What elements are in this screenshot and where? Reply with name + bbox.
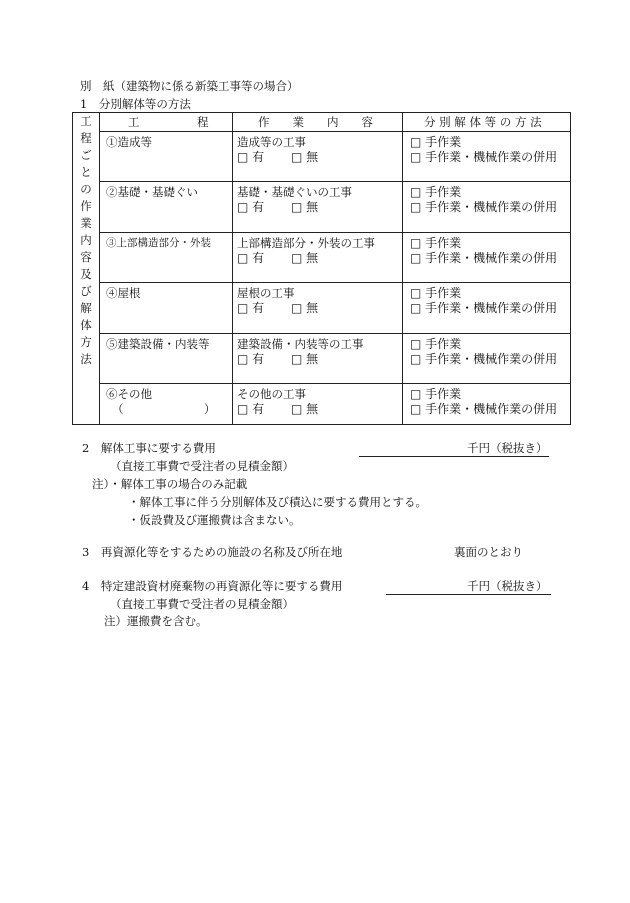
table-divider-process bbox=[232, 112, 233, 425]
checkbox-no[interactable]: □ 無 bbox=[291, 150, 319, 164]
table-row-rule bbox=[99, 383, 571, 384]
table-row-rule bbox=[99, 232, 571, 233]
checkbox-manual-machine[interactable]: □ 手作業・機械作業の併用 bbox=[410, 150, 558, 164]
table-border-bottom bbox=[72, 424, 571, 425]
checkbox-yes[interactable]: □ 有 bbox=[237, 200, 265, 214]
row-work: 造成等の工事 bbox=[237, 135, 306, 149]
section3-value: 裏面のとおり bbox=[454, 545, 523, 559]
col-header-work: 作 業 内 容 bbox=[258, 115, 373, 129]
row-process: ④屋根 bbox=[106, 286, 141, 300]
checkbox-manual-machine[interactable]: □ 手作業・機械作業の併用 bbox=[410, 352, 558, 366]
table-row-rule bbox=[99, 333, 571, 334]
table-row-rule bbox=[99, 181, 571, 182]
row-process: ⑤建築設備・内装等 bbox=[106, 337, 210, 351]
checkbox-yes[interactable]: □ 有 bbox=[237, 301, 265, 315]
row-work: 基礎・基礎ぐいの工事 bbox=[237, 185, 352, 199]
row-process: ②基礎・基礎ぐい bbox=[106, 185, 198, 199]
table-divider-work bbox=[402, 112, 403, 425]
section1-heading: 1 分別解体等の方法 bbox=[80, 97, 191, 111]
checkbox-no[interactable]: □ 無 bbox=[291, 301, 319, 315]
table-border-top bbox=[72, 112, 571, 113]
col-header-method: 分 別 解 体 等 の 方 法 bbox=[424, 115, 542, 129]
row-process: ③上部構造部分・外装 bbox=[106, 237, 211, 249]
checkbox-manual[interactable]: □ 手作業 bbox=[410, 185, 462, 199]
checkbox-manual-machine[interactable]: □ 手作業・機械作業の併用 bbox=[410, 301, 558, 315]
checkbox-manual-machine[interactable]: □ 手作業・機械作業の併用 bbox=[410, 251, 558, 265]
table-row-rule bbox=[99, 282, 571, 283]
section2-unit: 千円（税抜き） bbox=[467, 441, 548, 455]
table-header-rule bbox=[99, 131, 571, 132]
checkbox-no[interactable]: □ 無 bbox=[291, 352, 319, 366]
section3-label: 3 再資源化等をするための施設の名称及び所在地 bbox=[82, 545, 343, 559]
row-work: 屋根の工事 bbox=[237, 286, 295, 300]
row-process: ①造成等 bbox=[106, 135, 152, 149]
section2-note-head: 注）・解体工事の場合のみ記載 bbox=[92, 477, 248, 491]
checkbox-manual-machine[interactable]: □ 手作業・機械作業の併用 bbox=[410, 200, 558, 214]
section2-label: 2 解体工事に要する費用 bbox=[82, 441, 216, 455]
table-border-right bbox=[570, 112, 571, 425]
section4-label: 4 特定建設資材廃棄物の再資源化等に要する費用 bbox=[82, 579, 343, 593]
row-work: その他の工事 bbox=[237, 387, 306, 401]
section4-amount-field[interactable] bbox=[386, 594, 551, 595]
row-work: 建築設備・内装等の工事 bbox=[237, 337, 364, 351]
section2-note2: ・仮設費及び運搬費は含まない。 bbox=[128, 513, 301, 527]
checkbox-no[interactable]: □ 無 bbox=[291, 402, 319, 416]
row-process: ⑥その他 bbox=[106, 387, 152, 401]
section2-amount-field[interactable] bbox=[359, 456, 549, 457]
checkbox-no[interactable]: □ 無 bbox=[291, 251, 319, 265]
checkbox-manual[interactable]: □ 手作業 bbox=[410, 236, 462, 250]
table-vertical-label: 工 程 ご と の 作 業 内 容 及 び 解 体 方 法 bbox=[80, 114, 92, 366]
section2-sub: （直接工事費で受注者の見積金額） bbox=[110, 459, 294, 473]
checkbox-yes[interactable]: □ 有 bbox=[237, 352, 265, 366]
section4-sub: （直接工事費で受注者の見積金額） bbox=[110, 597, 294, 611]
checkbox-manual[interactable]: □ 手作業 bbox=[410, 286, 462, 300]
checkbox-manual[interactable]: □ 手作業 bbox=[410, 337, 462, 351]
page-title: 別 紙（建築物に係る新築工事等の場合） bbox=[80, 79, 299, 93]
row-process-blank[interactable]: （ ） bbox=[112, 402, 216, 416]
checkbox-yes[interactable]: □ 有 bbox=[237, 402, 265, 416]
checkbox-manual[interactable]: □ 手作業 bbox=[410, 387, 462, 401]
col-header-process: 工 程 bbox=[128, 115, 209, 129]
row-work: 上部構造部分・外装の工事 bbox=[237, 236, 375, 250]
section4-unit: 千円（税抜き） bbox=[467, 579, 548, 593]
section4-note: 注）運搬費を含む。 bbox=[104, 614, 208, 628]
checkbox-yes[interactable]: □ 有 bbox=[237, 251, 265, 265]
checkbox-no[interactable]: □ 無 bbox=[291, 200, 319, 214]
checkbox-manual[interactable]: □ 手作業 bbox=[410, 135, 462, 149]
checkbox-yes[interactable]: □ 有 bbox=[237, 150, 265, 164]
section2-note1: ・解体工事に伴う分別解体及び積込に要する費用とする。 bbox=[128, 495, 427, 509]
checkbox-manual-machine[interactable]: □ 手作業・機械作業の併用 bbox=[410, 402, 558, 416]
